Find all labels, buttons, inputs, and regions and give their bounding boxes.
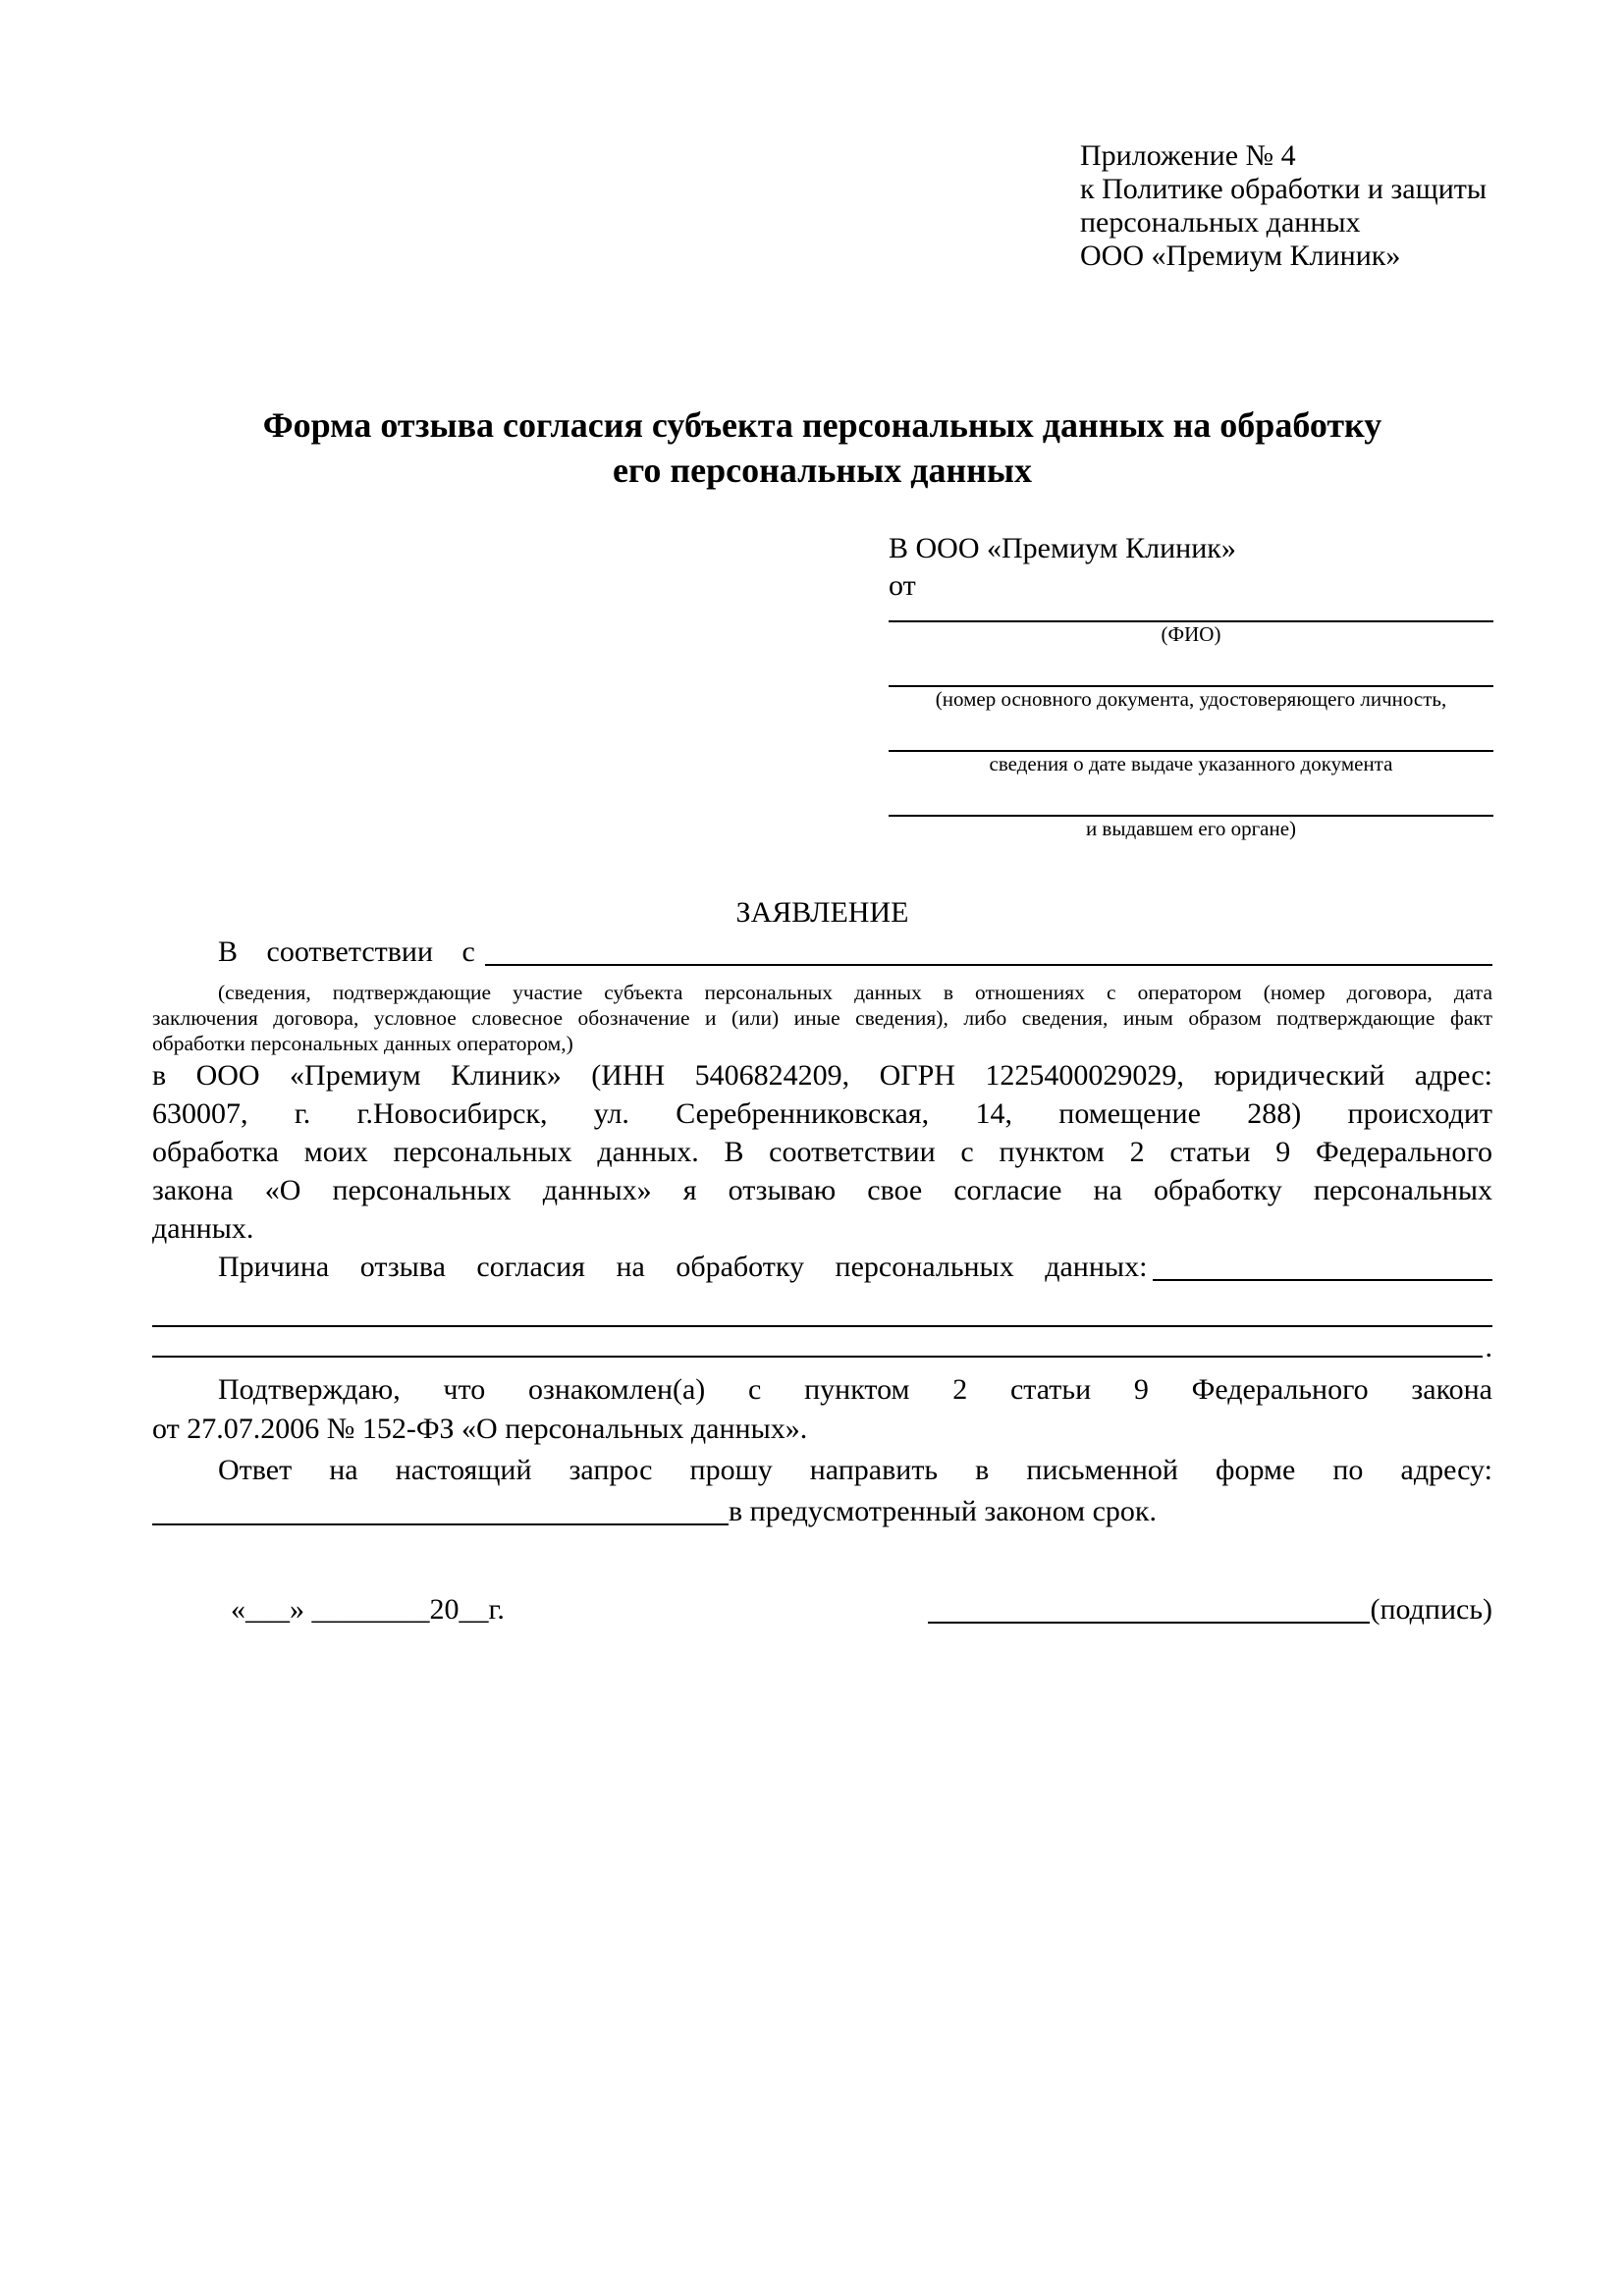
reply-address-row <box>152 1492 1492 1531</box>
date-field[interactable]: «___» ________20__г. <box>231 1593 505 1626</box>
footnote-line: заключения договора, условное словесное обозначение и (или) иные сведения), либо сведения, иным образом подтверждающие факт <box>152 1006 1492 1030</box>
form-title-line: Форма отзыва согласия субъекта персональных данных на обработку <box>262 405 1382 445</box>
intro-prefix-label: В соответствии с <box>218 935 475 968</box>
statement-body-line: закона «О персональных данных» я отзываю свое согласие на обработку персональных <box>152 1174 1492 1206</box>
statement-body-line: данных. <box>152 1212 254 1245</box>
statement-body-line: 630007, г. г.Новосибирск, ул. Серебренниковская, 14, помещение 288) происходит <box>152 1097 1492 1130</box>
statement-heading: ЗАЯВЛЕНИЕ <box>735 896 909 929</box>
footnote-line: обработки персональных данных оператором,) <box>152 1032 573 1055</box>
statement-body-line: обработка моих персональных данных. В соответствии с пунктом 2 статьи 9 Федерального <box>152 1136 1492 1168</box>
reply-suffix-label: в предусмотренный законом срок. <box>729 1495 1157 1527</box>
annex-line: к Политике обработки и защиты <box>1080 173 1488 205</box>
document-number-caption: (номер основного документа, удостоверяющего личность, <box>935 687 1447 711</box>
confirmation-paragraph <box>152 1370 1492 1449</box>
statement-body-line: в ООО «Премиум Клиник» (ИНН 5406824209, ОГРН 1225400029029, юридический адрес: <box>152 1059 1492 1092</box>
reason-fill-line[interactable] <box>1153 1279 1492 1281</box>
footnote-line: (сведения, подтверждающие участие субъекта персональных данных в отношениях с оператором (номер договора, дата <box>218 981 1492 1004</box>
recipient-block <box>889 530 1493 841</box>
fio-fill-line[interactable] <box>889 605 1493 622</box>
confirmation-line: от 27.07.2006 № 152-ФЗ «О персональных данных». <box>152 1413 808 1445</box>
issue-date-caption: сведения о дате выдаче указанного документа <box>989 752 1393 775</box>
form-title <box>152 402 1492 493</box>
annex-line: ООО «Премиум Клиник» <box>1080 240 1401 272</box>
basis-fill-line[interactable] <box>485 964 1492 966</box>
reason-fill-block <box>152 1287 1492 1363</box>
footnote <box>152 980 1492 1056</box>
reply-request-paragraph: Ответ на настоящий запрос прошу направить в письменной форме по адресу: <box>218 1454 1492 1486</box>
statement-intro <box>152 933 1492 972</box>
annex-line: персональных данных <box>1080 206 1361 239</box>
signature-caption: (подпись) <box>1370 1593 1492 1626</box>
reason-fill-line-2[interactable] <box>152 1287 1492 1327</box>
signature-row <box>152 1590 1492 1629</box>
document-number-fill-line[interactable] <box>889 647 1493 687</box>
fio-caption: (ФИО) <box>1161 622 1221 646</box>
reason-line <box>152 1248 1492 1287</box>
signature-fill-line[interactable] <box>928 1622 1370 1624</box>
reason-fill-line-3[interactable] <box>152 1356 1483 1358</box>
address-fill-line[interactable] <box>152 1523 729 1525</box>
fill-line-period: . <box>1485 1331 1492 1363</box>
statement-body <box>152 1056 1492 1248</box>
reason-fill-line-3-row <box>152 1327 1492 1363</box>
annex-line: Приложение № 4 <box>1080 139 1296 172</box>
recipient-organization: В ООО «Премиум Клиник» <box>889 532 1236 564</box>
recipient-from-label: от <box>889 569 916 602</box>
issuing-authority-caption: и выдавшем его органе) <box>1085 817 1297 840</box>
confirmation-line: Подтверждаю, что ознакомлен(а) с пунктом 2 статьи 9 Федерального закона <box>218 1373 1492 1406</box>
form-title-line: его персональных данных <box>612 451 1033 490</box>
reason-prefix-label: Причина отзыва согласия на обработку персональных данных: <box>218 1251 1148 1283</box>
signature-group <box>928 1590 1492 1629</box>
issuing-authority-fill-line[interactable] <box>889 776 1493 817</box>
annex-reference <box>1080 139 1542 273</box>
issue-date-fill-line[interactable] <box>889 712 1493 752</box>
